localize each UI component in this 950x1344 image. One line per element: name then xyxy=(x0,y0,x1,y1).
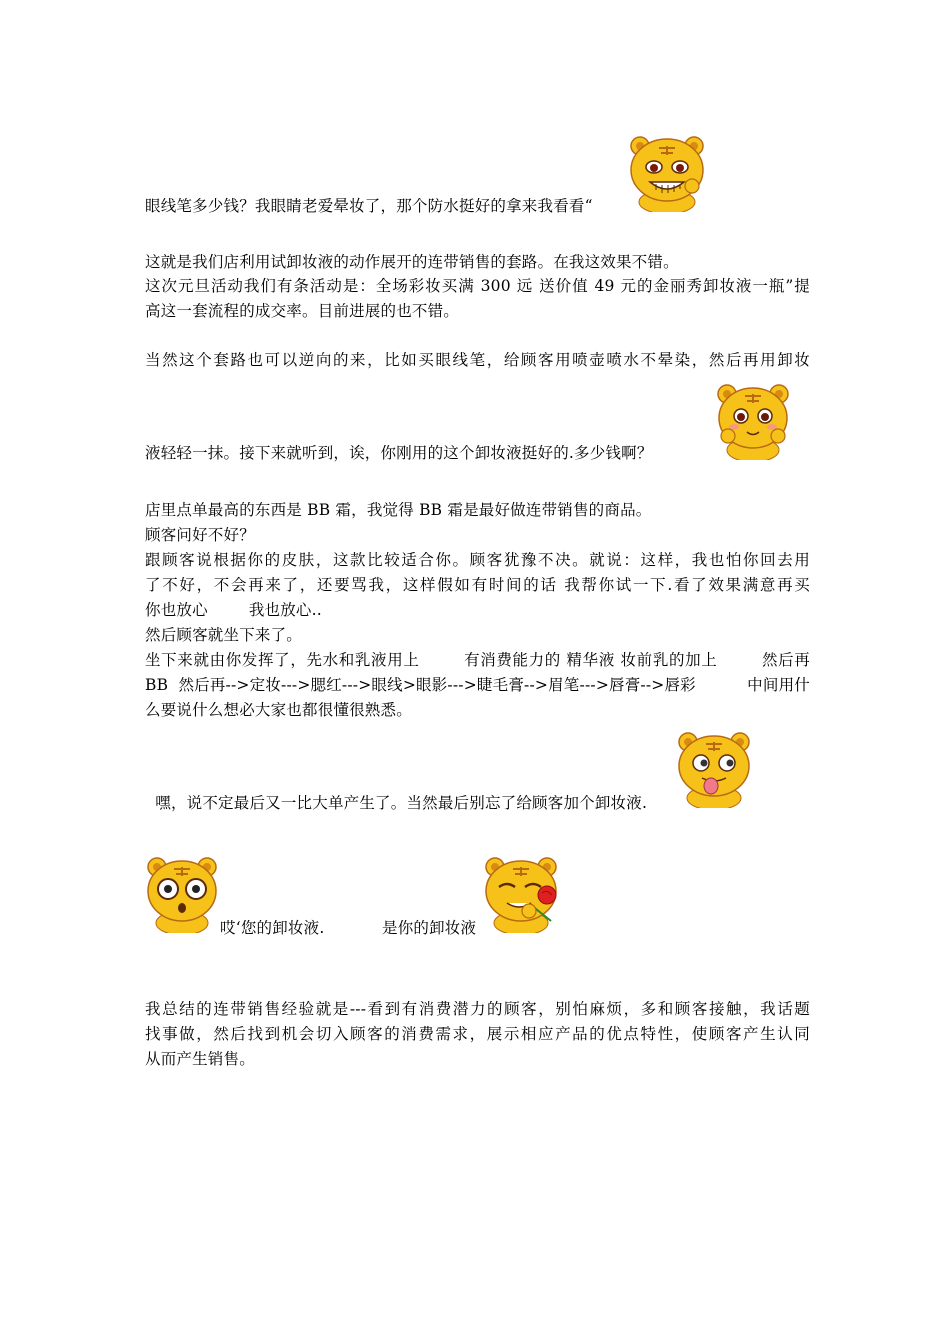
surprised-tiger-icon xyxy=(144,855,220,933)
paragraph-line: 这就是我们店利用试卸妆液的动作展开的连带销售的套路。在我这效果不错。 xyxy=(145,253,679,271)
paragraph-line: 我总结的连带销售经验就是---看到有消费潜力的顾客，别怕麻烦，多和顾客接触，我话题 xyxy=(145,1000,810,1018)
paragraph-line: 这次元旦活动我们有条活动是：全场彩妆买满 300 远 送价值 49 元的金丽秀卸妆液一瓶”提 xyxy=(145,277,810,295)
paragraph-line: 是你的卸妆液 xyxy=(382,919,477,937)
paragraph-line: 跟顾客说根据你的皮肤，这款比较适合你。顾客犹豫不决。就说：这样，我也怕你回去用 xyxy=(145,551,810,569)
paragraph-line: 高这一套流程的成交率。目前进展的也不错。 xyxy=(145,302,460,320)
paragraph-line: 你也放心 我也放心.. xyxy=(145,601,322,619)
paragraph-line: 店里点单最高的东西是 BB 霜，我觉得 BB 霜是最好做连带销售的商品。 xyxy=(145,501,652,519)
paragraph-line: 液轻轻一抹。接下来就听到，诶，你刚用的这个卸妆液挺好的.多少钱啊？ xyxy=(145,444,653,462)
grinning-tiger-icon xyxy=(626,134,708,212)
paragraph-line: 么要说什么想必大家也都很懂很熟悉。 xyxy=(145,701,412,719)
paragraph-line: 找事做，然后找到机会切入顾客的消费需求，展示相应产品的优点特性，使顾客产生认同 xyxy=(145,1025,810,1043)
paragraph-line: 眼线笔多少钱？我眼睛老爱晕妆了，那个防水挺好的拿来我看看“ xyxy=(145,197,593,215)
paragraph-line: 顾客问好不好？ xyxy=(145,526,255,544)
rose-tiger-icon xyxy=(481,855,563,933)
paragraph-line: 从而产生销售。 xyxy=(145,1050,255,1068)
paragraph-line: 了不好，不会再来了，还要骂我，这样假如有时间的话 我帮你试一下.看了效果满意再买 xyxy=(145,576,810,594)
paragraph-line: 哎‘您的卸妆液. xyxy=(220,919,325,937)
paragraph-line: 当然这个套路也可以逆向的来，比如买眼线笔，给顾客用喷壶喷水不晕染，然后再用卸妆 xyxy=(145,351,810,369)
paragraph-line: BB 然后再-->定妆--->腮红--->眼线>眼影--->睫毛膏-->眉笔--->唇膏-->唇彩 中间用什 xyxy=(145,676,810,694)
paragraph-line: 嘿，说不定最后又一比大单产生了。当然最后别忘了给顾客加个卸妆液. xyxy=(145,794,648,812)
paragraph-line: 然后顾客就坐下来了。 xyxy=(145,626,303,644)
paragraph-line: 坐下来就由你发挥了，先水和乳液用上 有消费能力的 精华液 妆前乳的加上 然后再 xyxy=(145,651,810,669)
